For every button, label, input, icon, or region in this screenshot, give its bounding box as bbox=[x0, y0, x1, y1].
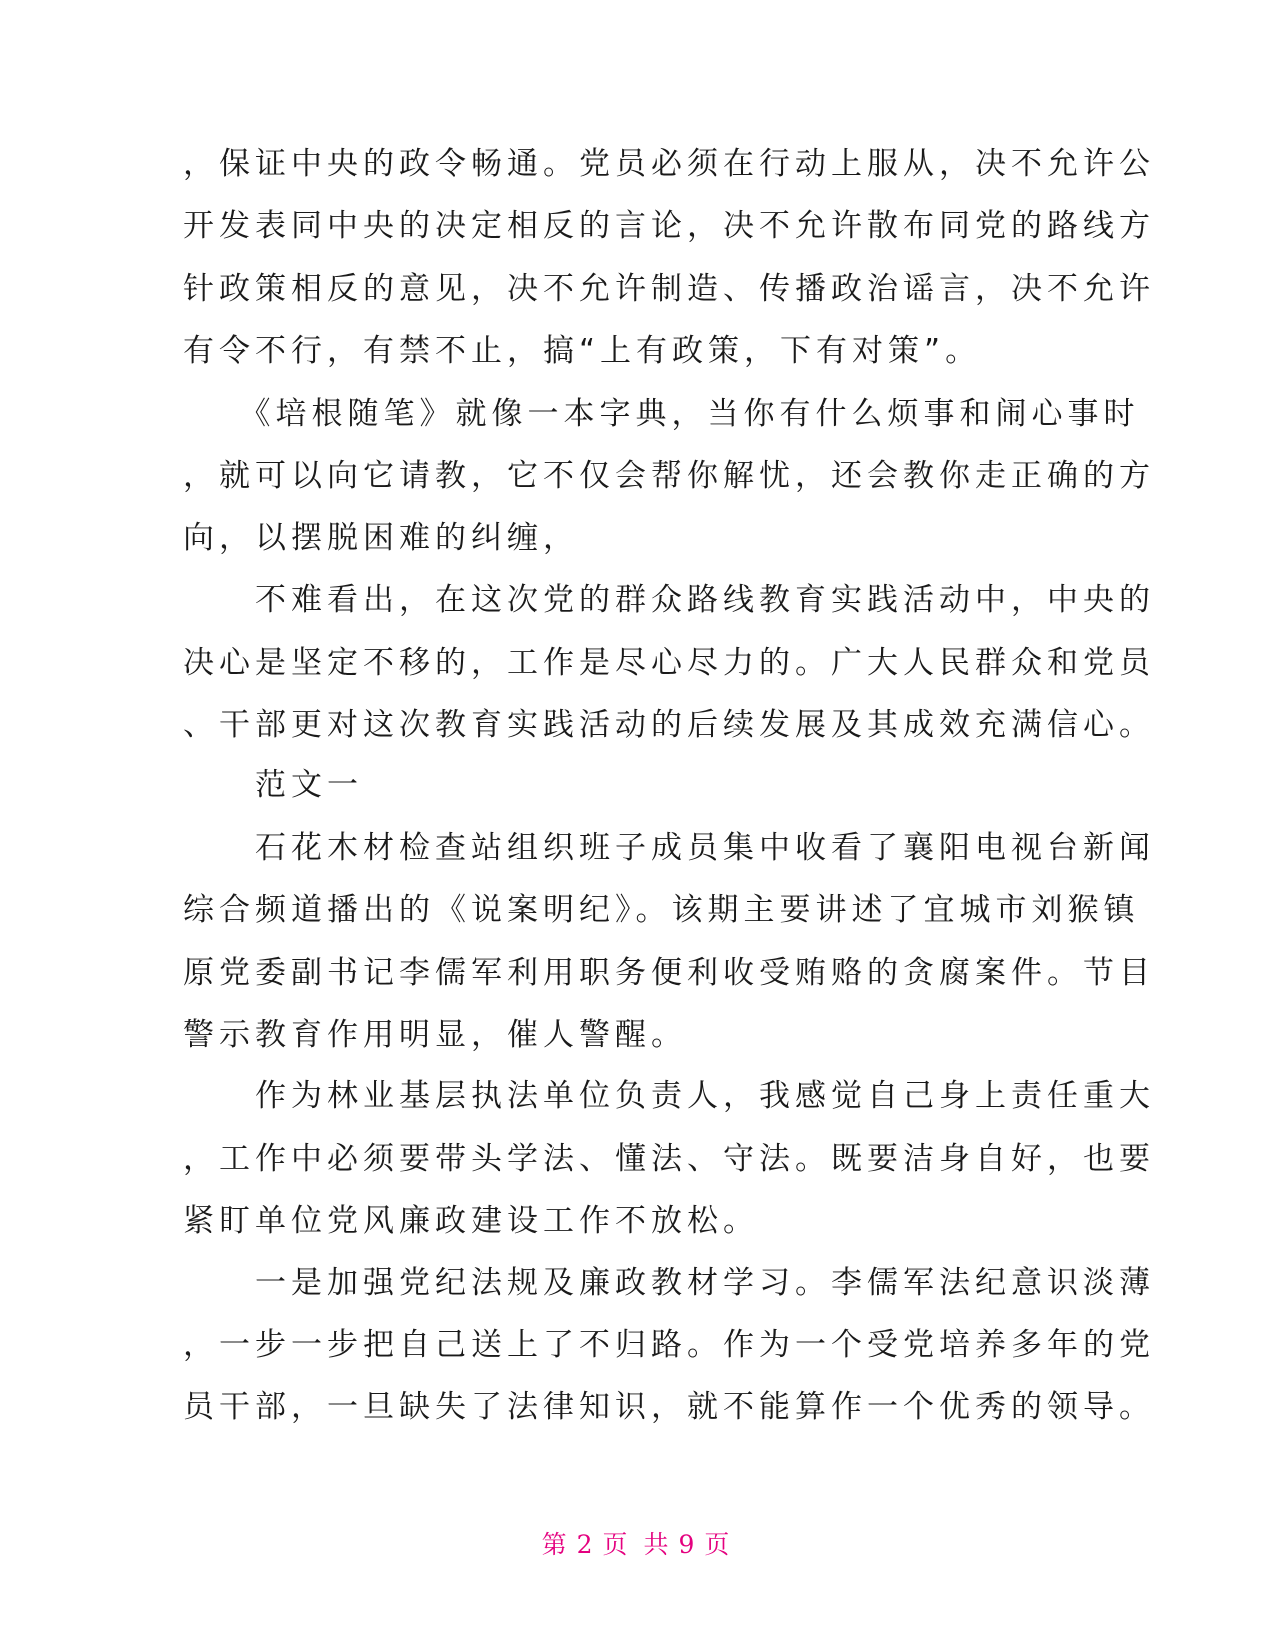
text-line: 原党委副书记李儒军利用职务便利收受贿赂的贪腐案件。节目 bbox=[183, 955, 1155, 991]
current-page-number: 2 bbox=[576, 1530, 597, 1559]
text-line: ，保证中央的政令畅通。党员必须在行动上服从，决不允许公 bbox=[183, 146, 1155, 182]
text-line: 针政策相反的意见，决不允许制造、传播政治谣言，决不允许 bbox=[183, 271, 1155, 307]
text-line: 作为林业基层执法单位负责人，我感觉自己身上责任重大 bbox=[183, 1078, 1155, 1114]
text-line: ，一步一步把自己送上了不归路。作为一个受党培养多年的党 bbox=[183, 1327, 1155, 1363]
text-line: ，就可以向它请教，它不仅会帮你解忧，还会教你走正确的方 bbox=[183, 458, 1155, 494]
text-line: 有令不行，有禁不止，搞“上有政策，下有对策”。 bbox=[183, 333, 982, 369]
text-line: 警示教育作用明显，催人警醒。 bbox=[183, 1017, 687, 1053]
text-line: 一是加强党纪法规及廉政教材学习。李儒军法纪意识淡薄 bbox=[183, 1265, 1155, 1301]
total-pages-number: 9 bbox=[678, 1530, 699, 1559]
text-line: 石花木材检查站组织班子成员集中收看了襄阳电视台新闻 bbox=[183, 830, 1155, 866]
text-line: 紧盯单位党风廉政建设工作不放松。 bbox=[183, 1203, 759, 1239]
text-line: 综合频道播出的《说案明纪》。该期主要讲述了宜城市刘猴镇 bbox=[183, 892, 1140, 928]
footer-suffix: 页 bbox=[704, 1530, 734, 1559]
footer-middle: 页 共 bbox=[602, 1530, 673, 1559]
text-line: 不难看出，在这次党的群众路线教育实践活动中，中央的 bbox=[183, 582, 1155, 618]
heading-line: 范文一 bbox=[183, 767, 363, 803]
footer-prefix: 第 bbox=[541, 1530, 571, 1559]
text-line: 《培根随笔》就像一本字典，当你有什么烦事和闹心事时 bbox=[183, 396, 1140, 432]
text-line: 决心是坚定不移的，工作是尽心尽力的。广大人民群众和党员 bbox=[183, 645, 1155, 681]
page-number-footer bbox=[0, 1528, 1275, 1562]
text-line: 、干部更对这次教育实践活动的后续发展及其成效充满信心。 bbox=[183, 707, 1155, 743]
text-line: 向，以摆脱困难的纠缠， bbox=[183, 520, 579, 556]
text-line: 开发表同中央的决定相反的言论，决不允许散布同党的路线方 bbox=[183, 208, 1155, 244]
text-line: ，工作中必须要带头学法、懂法、守法。既要洁身自好，也要 bbox=[183, 1141, 1155, 1177]
text-line: 员干部，一旦缺失了法律知识，就不能算作一个优秀的领导。 bbox=[183, 1389, 1155, 1425]
